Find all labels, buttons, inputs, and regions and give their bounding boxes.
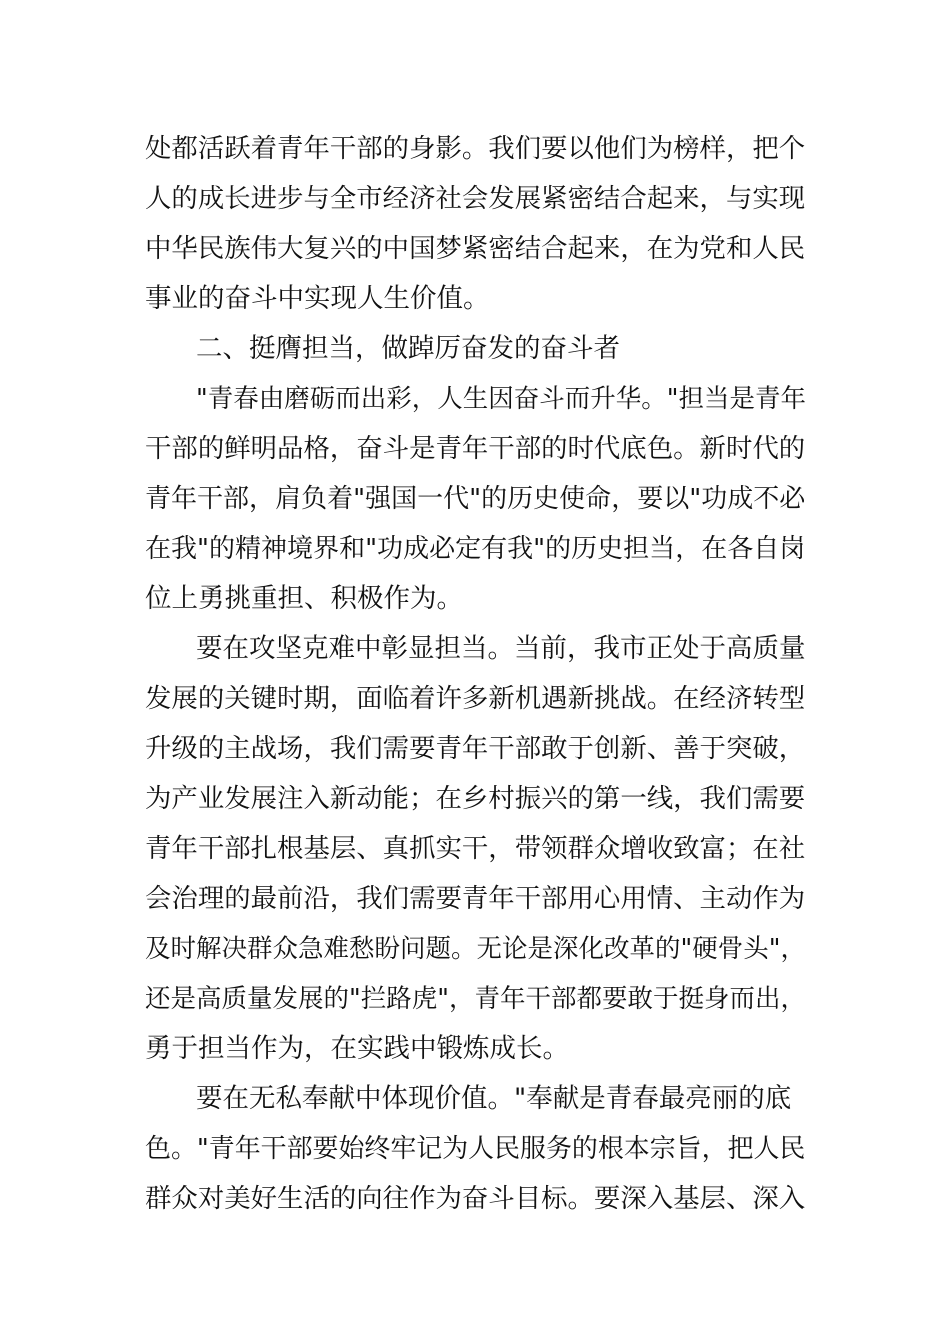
paragraph-line: 事业的奋斗中实现人生价值。 (145, 283, 490, 314)
paragraph-line: 升级的主战场，我们需要青年干部敢于创新、善于突破， (145, 733, 806, 764)
paragraph-line: 及时解决群众急难愁盼问题。无论是深化改革的"硬骨头"， (145, 934, 806, 964)
paragraph-line: 在我"的精神境界和"功成必定有我"的历史担当，在各自岗 (145, 534, 806, 564)
paragraph-line: 处都活跃着青年干部的身影。我们要以他们为榜样，把个 (145, 133, 806, 164)
paragraph-line: 群众对美好生活的向往作为奋斗目标。要深入基层、深入 (145, 1183, 806, 1214)
paragraph-line: 中华民族伟大复兴的中国梦紧密结合起来，在为党和人民 (145, 233, 806, 264)
paragraph-line: 青年干部扎根基层、真抓实干，带领群众增收致富；在社 (145, 833, 806, 864)
paragraph-line: 还是高质量发展的"拦路虎"，青年干部都要敢于挺身而出， (145, 984, 806, 1014)
paragraph-line: "青春由磨砺而出彩，人生因奋斗而升华。"担当是青年 (196, 384, 806, 414)
paragraph-line: 为产业发展注入新动能；在乡村振兴的第一线，我们需要 (145, 783, 806, 814)
paragraph-line: 发展的关键时期，面临着许多新机遇新挑战。在经济转型 (145, 683, 806, 714)
section-heading: 二、挺膺担当，做踔厉奋发的奋斗者 (196, 333, 620, 364)
paragraph-line: 青年干部，肩负着"强国一代"的历史使命，要以"功成不必 (145, 484, 806, 514)
paragraph-line: 要在攻坚克难中彰显担当。当前，我市正处于高质量 (196, 633, 806, 664)
paragraph-line: 位上勇挑重担、积极作为。 (145, 583, 463, 614)
paragraph-line: 要在无私奉献中体现价值。"奉献是青春最亮丽的底 (196, 1083, 792, 1114)
paragraph-line: 勇于担当作为，在实践中锻炼成长。 (145, 1033, 569, 1064)
paragraph-line: 干部的鲜明品格，奋斗是青年干部的时代底色。新时代的 (145, 433, 806, 464)
paragraph-line: 色。"青年干部要始终牢记为人民服务的根本宗旨，把人民 (145, 1134, 806, 1164)
paragraph-line: 人的成长进步与全市经济社会发展紧密结合起来，与实现 (145, 183, 806, 214)
paragraph-line: 会治理的最前沿，我们需要青年干部用心用情、主动作为 (145, 883, 806, 914)
